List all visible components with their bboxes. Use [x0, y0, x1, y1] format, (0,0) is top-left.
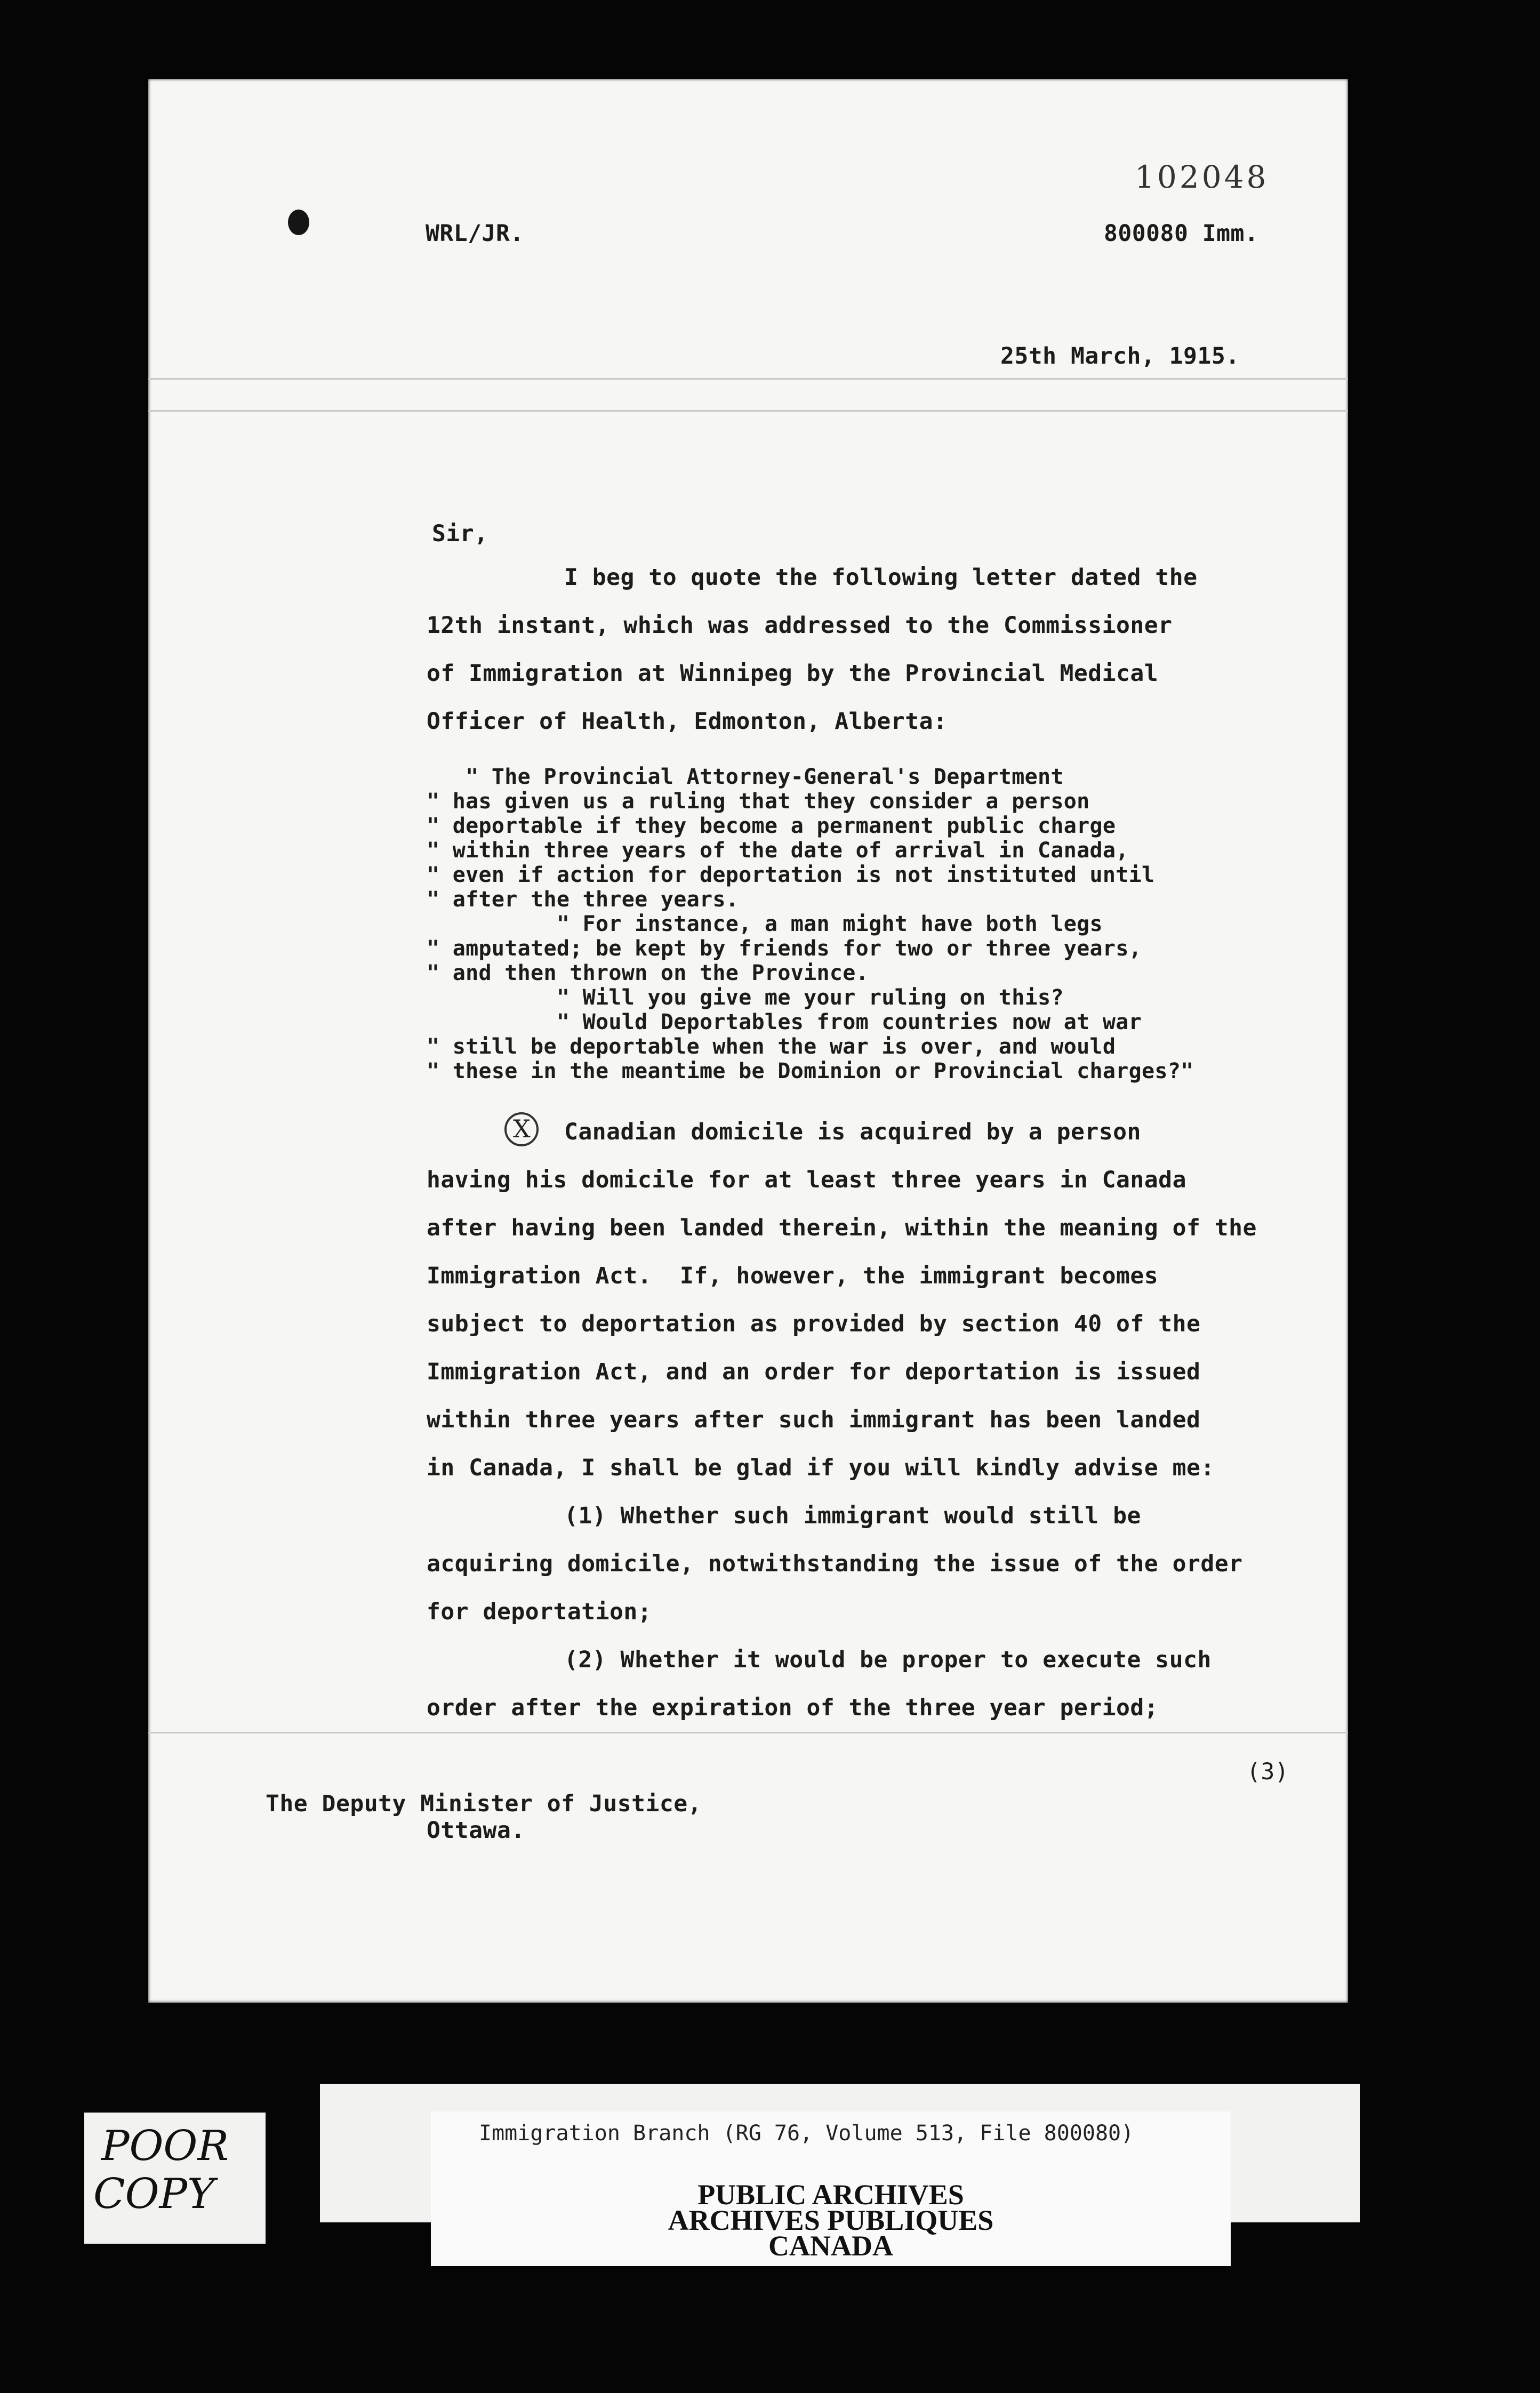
punch-hole — [288, 210, 309, 235]
intro-line: of Immigration at Winnipeg by the Provincial Medical — [427, 660, 1159, 687]
file-number-stamp: 102048 — [1135, 159, 1269, 195]
archives-name-fr: ARCHIVES PUBLIQUES — [668, 2204, 994, 2236]
question-line: (2) Whether it would be proper to execute such — [564, 1647, 1212, 1673]
question-line: acquiring domicile, notwithstanding the issue of the order — [427, 1551, 1243, 1577]
page-continuation: (3) — [1247, 1758, 1289, 1785]
question-line: (1) Whether such immigrant would still be — [564, 1503, 1141, 1529]
question-line: for deportation; — [427, 1599, 652, 1625]
body-line: subject to deportation as provided by section 40 of the — [427, 1311, 1201, 1337]
archives-name-en: PUBLIC ARCHIVES — [697, 2179, 964, 2211]
poor-copy-note: COPY — [93, 2170, 215, 2218]
addressee-line: Ottawa. — [427, 1817, 525, 1844]
quote-line: " For instance, a man might have both legs — [427, 912, 1103, 936]
body-line: after having been landed therein, within the meaning of the — [427, 1215, 1257, 1241]
quote-line: " after the three years. — [427, 887, 739, 912]
body-line: having his domicile for at least three years in Canada — [427, 1167, 1186, 1193]
body-line: within three years after such immigrant has been landed — [427, 1407, 1201, 1433]
header-rule-lower — [148, 410, 1348, 412]
header-rule — [148, 378, 1348, 380]
quote-line: " Would Deportables from countries now at war — [427, 1010, 1142, 1034]
collection-reference: Immigration Branch (RG 76, Volume 513, File 800080) — [479, 2121, 1134, 2146]
intro-line: I beg to quote the following letter dated the — [564, 564, 1198, 591]
body-line: Immigration Act, and an order for deportation is issued — [427, 1359, 1201, 1385]
quote-line: " amputated; be kept by friends for two or three years, — [427, 936, 1142, 961]
quote-line: " within three years of the date of arrival in Canada, — [427, 838, 1129, 863]
body-line: in Canada, I shall be glad if you will kindly advise me: — [427, 1455, 1215, 1481]
question-line: order after the expiration of the three year period; — [427, 1695, 1159, 1721]
intro-line: Officer of Health, Edmonton, Alberta: — [427, 708, 948, 735]
archives-label — [431, 2111, 1231, 2266]
addressee-line: The Deputy Minister of Justice, — [266, 1790, 702, 1817]
quote-line: " Will you give me your ruling on this? — [427, 985, 1064, 1010]
quote-line: " The Provincial Attorney-General's Department — [427, 765, 1064, 789]
quote-line: " even if action for deportation is not instituted until — [427, 863, 1155, 887]
reference-initials: WRL/JR. — [426, 220, 524, 247]
footer-rule — [148, 1732, 1348, 1733]
intro-line: 12th instant, which was addressed to the Commissioner — [427, 612, 1173, 639]
letter-sheet — [148, 79, 1348, 2003]
quoted-letter — [427, 765, 1194, 1083]
salutation: Sir, — [432, 520, 488, 547]
quote-line: " these in the meantime be Dominion or Provincial charges?" — [427, 1059, 1194, 1083]
quote-line: " has given us a ruling that they consider a person — [427, 789, 1090, 814]
quote-line: " deportable if they become a permanent public charge — [427, 814, 1116, 838]
quote-line: " still be deportable when the war is over, and would — [427, 1034, 1116, 1059]
margin-cross-mark: X — [504, 1112, 539, 1146]
poor-copy-note: POOR — [101, 2122, 229, 2170]
file-reference: 800080 Imm. — [1104, 220, 1259, 247]
archives-country: CANADA — [768, 2230, 893, 2262]
letter-date: 25th March, 1915. — [1000, 343, 1240, 370]
body-line: Immigration Act. If, however, the immigrant becomes — [427, 1263, 1159, 1289]
body-line: Canadian domicile is acquired by a person — [564, 1119, 1141, 1145]
quote-line: " and then thrown on the Province. — [427, 961, 869, 985]
